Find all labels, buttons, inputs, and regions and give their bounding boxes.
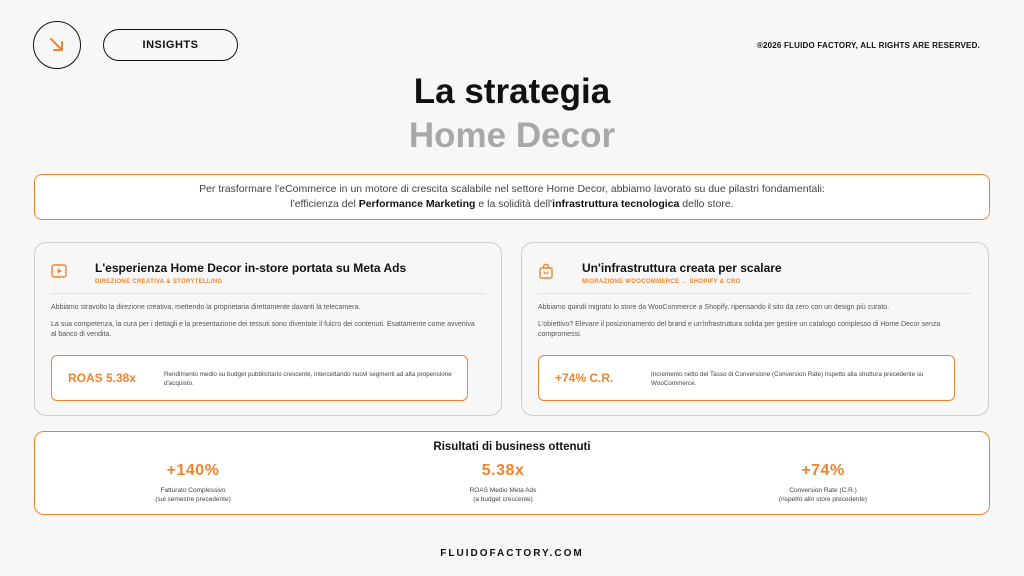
play-icon: [51, 263, 67, 279]
metric-conversion-rate: [723, 462, 923, 504]
metric-label-line2: (a budget crescente): [473, 496, 533, 503]
intro-line2-c: e la solidità dell': [475, 198, 553, 210]
copyright-text: ®2026 FLUIDO FACTORY, ALL RIGHTS ARE RESERVED.: [756, 41, 980, 50]
card-infrastructure: [521, 242, 989, 416]
metric-revenue: [93, 462, 293, 504]
card-subtitle: MIGRAZIONE WOOCOMMERCE → SHOPIFY & CRO: [582, 279, 741, 285]
insights-tag-button[interactable]: INSIGHTS: [103, 29, 238, 61]
card-subtitle: DIREZIONE CREATIVA & STORYTELLING: [95, 279, 223, 285]
metric-value: +140%: [166, 462, 220, 479]
metric-label: [723, 486, 923, 504]
metric-label-line1: Fatturato Complessivo: [160, 487, 226, 494]
page-title: La strategia: [413, 72, 611, 111]
results-title: Risultati di business ottenuti: [433, 441, 591, 453]
card-paragraph: Abbiamo quindi migrato lo store da WooCommerce a Shopify, ripensando il sito da zero con un design più curato.: [538, 304, 890, 311]
stat-box: [538, 355, 955, 401]
page-subtitle: Home Decor: [408, 116, 616, 155]
metric-label-line2: (sul semestre precedente): [155, 496, 231, 503]
footer-site-link[interactable]: FLUIDOFACTORY.COM: [440, 548, 584, 559]
metric-label: [403, 486, 603, 504]
card-meta-ads: [34, 242, 502, 416]
arrow-down-right-icon: [47, 35, 67, 55]
stat-description: Incremento netto del Tasso di Conversione (Conversion Rate) rispetto alla struttura precedente su WooCommerce.: [651, 371, 924, 387]
card-body: [51, 303, 479, 347]
intro-highlight-infrastructure: infrastruttura tecnologica: [552, 198, 680, 210]
results-box: [34, 431, 990, 515]
metric-value: 5.38x: [481, 462, 525, 479]
card-body: [538, 303, 966, 347]
intro-line1: Per trasformare l'eCommerce in un motore di crescita scalabile nel settore Home Decor, abbiamo lavorato su due pilastri fondamentali:: [199, 183, 825, 195]
intro-text: [199, 182, 825, 212]
metric-label-line1: Conversion Rate (C.R.): [789, 487, 857, 494]
metric-roas: [403, 462, 603, 504]
stat-description: Rendimento medio su budget pubblicitario crescente, intercettando nuovi segmenti ad alta propensione d'acquisto.: [164, 371, 452, 387]
stat-box: [51, 355, 468, 401]
metric-value: +74%: [801, 462, 845, 479]
stat-value: +74% C.R.: [555, 371, 614, 385]
card-divider: [51, 293, 485, 294]
card-title: L'esperienza Home Decor in-store portata su Meta Ads: [95, 261, 407, 275]
shopping-bag-icon: [538, 263, 554, 279]
card-title: Un'infrastruttura creata per scalare: [582, 261, 782, 275]
card-paragraph: L'obiettivo? Elevare il posizionamento del brand e un'infrastruttura solida per gestire un catalogo complesso di Home Decor senza compromessi.: [538, 321, 941, 338]
intro-line2-a: l'efficienza del: [290, 198, 359, 210]
metric-label-line1: ROAS Medio Meta Ads: [469, 487, 537, 494]
card-divider: [538, 293, 972, 294]
arrow-button[interactable]: [33, 21, 81, 69]
card-paragraph: Abbiamo stravolto la direzione creativa, mettendo la proprietaria direttamente davanti la telecamera.: [51, 304, 361, 311]
card-paragraph: La sua competenza, la cura per i dettagli e la presentazione dei tessuti sono diventate il fulcro dei contenuti. Esattamente come avveniva al banco di vendita.: [51, 321, 475, 338]
intro-highlight-performance: Performance Marketing: [358, 198, 476, 210]
intro-line2-e: dello store.: [679, 198, 734, 210]
metric-label: [93, 486, 293, 504]
stat-value: ROAS 5.38x: [68, 371, 137, 385]
metric-label-line2: (rispetto allo store precedente): [778, 496, 868, 503]
intro-box: [34, 174, 990, 220]
